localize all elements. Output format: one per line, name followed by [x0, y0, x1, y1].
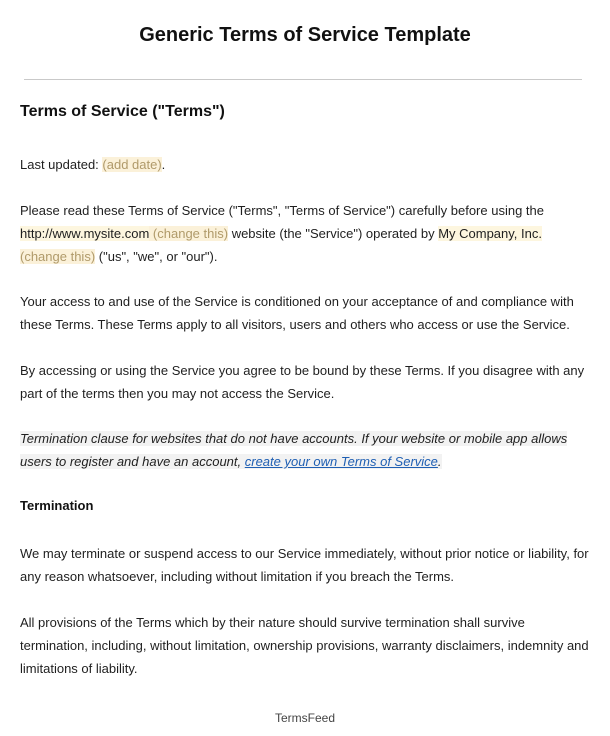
termination-paragraph: We may terminate or suspend access to our Service immediately, without prior notice or liability, for any reason whatsoever, including without limitation if you breach the Terms. [20, 546, 589, 584]
last-updated-end: . [161, 157, 166, 172]
intro-text-2: website (the "Service") operated by [228, 226, 439, 241]
last-updated-paragraph [20, 153, 590, 176]
intro-paragraph [20, 199, 590, 268]
site-url: http://www.mysite.com [20, 226, 150, 241]
title-divider [24, 79, 582, 80]
agreement-paragraph: By accessing or using the Service you agree to be bound by these Terms. If you disagree with any part of the terms then you may not access the Service. [20, 363, 585, 401]
section-heading-termination: Termination [20, 498, 94, 513]
termination-note-end: . [437, 454, 442, 469]
footer-brand: TermsFeed [274, 711, 336, 725]
termination-note-text: Termination clause for websites that do not have accounts. If your website or mobile app allows users to register and have an account, [20, 431, 568, 469]
document-title: Generic Terms of Service Template [139, 24, 471, 46]
termination-note [20, 427, 590, 473]
survival-paragraph: All provisions of the Terms which by their nature should survive termination shall survive termination, including, without limitation, ownership provisions, warranty disclaimers, indemnity and limitations of liability. [20, 615, 589, 676]
company-name: My Company, Inc. [438, 226, 542, 241]
date-placeholder: (add date) [102, 157, 162, 172]
create-terms-link[interactable]: create your own Terms of Service [244, 454, 438, 469]
url-placeholder: (change this) [149, 226, 229, 241]
company-placeholder: (change this) [20, 249, 96, 264]
access-paragraph: Your access to and use of the Service is conditioned on your acceptance of and compliance with these Terms. These Terms apply to all visitors, users and others who access or use the Service. [20, 294, 574, 332]
intro-text-1: Please read these Terms of Service ("Terms", "Terms of Service") carefully before using the [20, 203, 544, 218]
section-heading-terms: Terms of Service ("Terms") [20, 103, 225, 120]
last-updated-label: Last updated: [20, 157, 103, 172]
intro-text-3: ("us", "we", or "our"). [95, 249, 218, 264]
